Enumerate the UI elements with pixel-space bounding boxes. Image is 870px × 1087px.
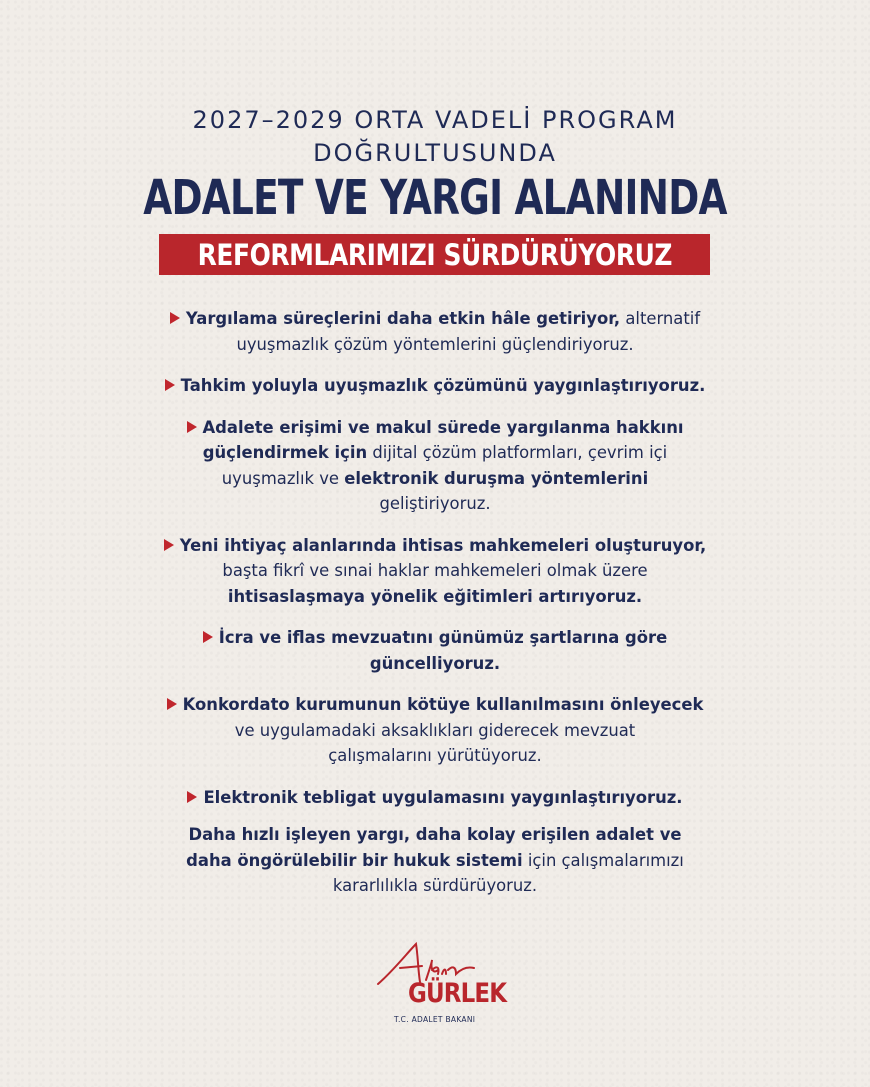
closing-text: kararlılıkla sürdürüyoruz. [332,876,538,895]
bullet-item [95,785,775,811]
bullet-text: alternatif [620,309,701,328]
bullet-bold: Konkordato kurumunun kötüye kullanılmasını önleyecek [182,695,704,714]
bullet-item [95,373,775,399]
bullet-text: dijital çözüm platformları, çevrim içi [367,443,668,462]
red-arrow-icon [187,791,197,803]
bullet-text: ve uygulamadaki aksaklıkları giderecek mevzuat [234,720,636,740]
bullet-text: geliştiriyoruz. [379,494,491,513]
signature-name: GÜRLEK [408,978,507,1009]
ribbon-banner [159,234,710,275]
red-arrow-icon [187,421,197,433]
bullet-bold: elektronik duruşma yöntemlerini [344,468,649,488]
bullet-bold: güncelliyoruz. [369,653,501,673]
bullet-bold: Yargılama süreçlerini daha etkin hâle getiriyor, [185,309,621,328]
closing-bold: daha öngörülebilir bir hukuk sistemi [186,850,523,870]
bullet-bold: Elektronik tebligat uygulamasını yaygınlaştırıyoruz. [203,787,683,807]
bullet-text: uyuşmazlık çözüm yöntemlerini güçlendiriyoruz. [236,334,634,354]
bullet-bold: güçlendirmek için [202,443,368,462]
bullet-bold: İcra ve iflas mevzuatını günümüz şartlarına göre [218,628,668,647]
bullet-item [95,692,775,769]
signature-title: T.C. ADALET BAKANI [394,1015,476,1024]
closing-text: için çalışmalarımızı [522,850,684,870]
red-arrow-icon [170,312,180,324]
red-arrow-icon [203,631,213,643]
subtitle-line-2: DOĞRULTUSUNDA [313,139,557,167]
headline: ADALET VE YARGI ALANINDA [143,170,727,226]
bullet-bold: Adalete erişimi ve makul sürede yargılanma hakkını [202,417,684,437]
bullet-text: uyuşmazlık ve [221,468,345,488]
signature-logo [374,940,507,1030]
bullet-bold: Yeni ihtiyaç alanlarında ihtisas mahkemeleri oluşturuyor, [179,535,707,555]
red-arrow-icon [165,379,175,391]
bullet-text: çalışmalarını yürütüyoruz. [328,746,542,765]
bullet-bold: ihtisaslaşmaya yönelik eğitimleri artırıyoruz. [227,586,643,606]
red-arrow-icon [164,539,174,551]
bullet-item [95,533,775,610]
closing-paragraph [0,822,870,899]
bullet-text: başta fikrî ve sınai haklar mahkemeleri olmak üzere [222,561,648,580]
bullet-item [95,625,775,676]
subtitle-line-1: 2027–2029 ORTA VADELİ PROGRAM [192,106,678,134]
red-arrow-icon [167,698,177,710]
bullet-bold: Tahkim yoluyla uyuşmazlık çözümünü yaygınlaştırıyoruz. [180,376,706,395]
closing-bold: Daha hızlı işleyen yargı, daha kolay erişilen adalet ve [188,825,682,844]
bullet-list [0,306,870,826]
bullet-item [95,306,775,357]
bullet-item [95,415,775,517]
ribbon-text: REFORMLARIMIZI SÜRDÜRÜYORUZ [197,237,672,272]
